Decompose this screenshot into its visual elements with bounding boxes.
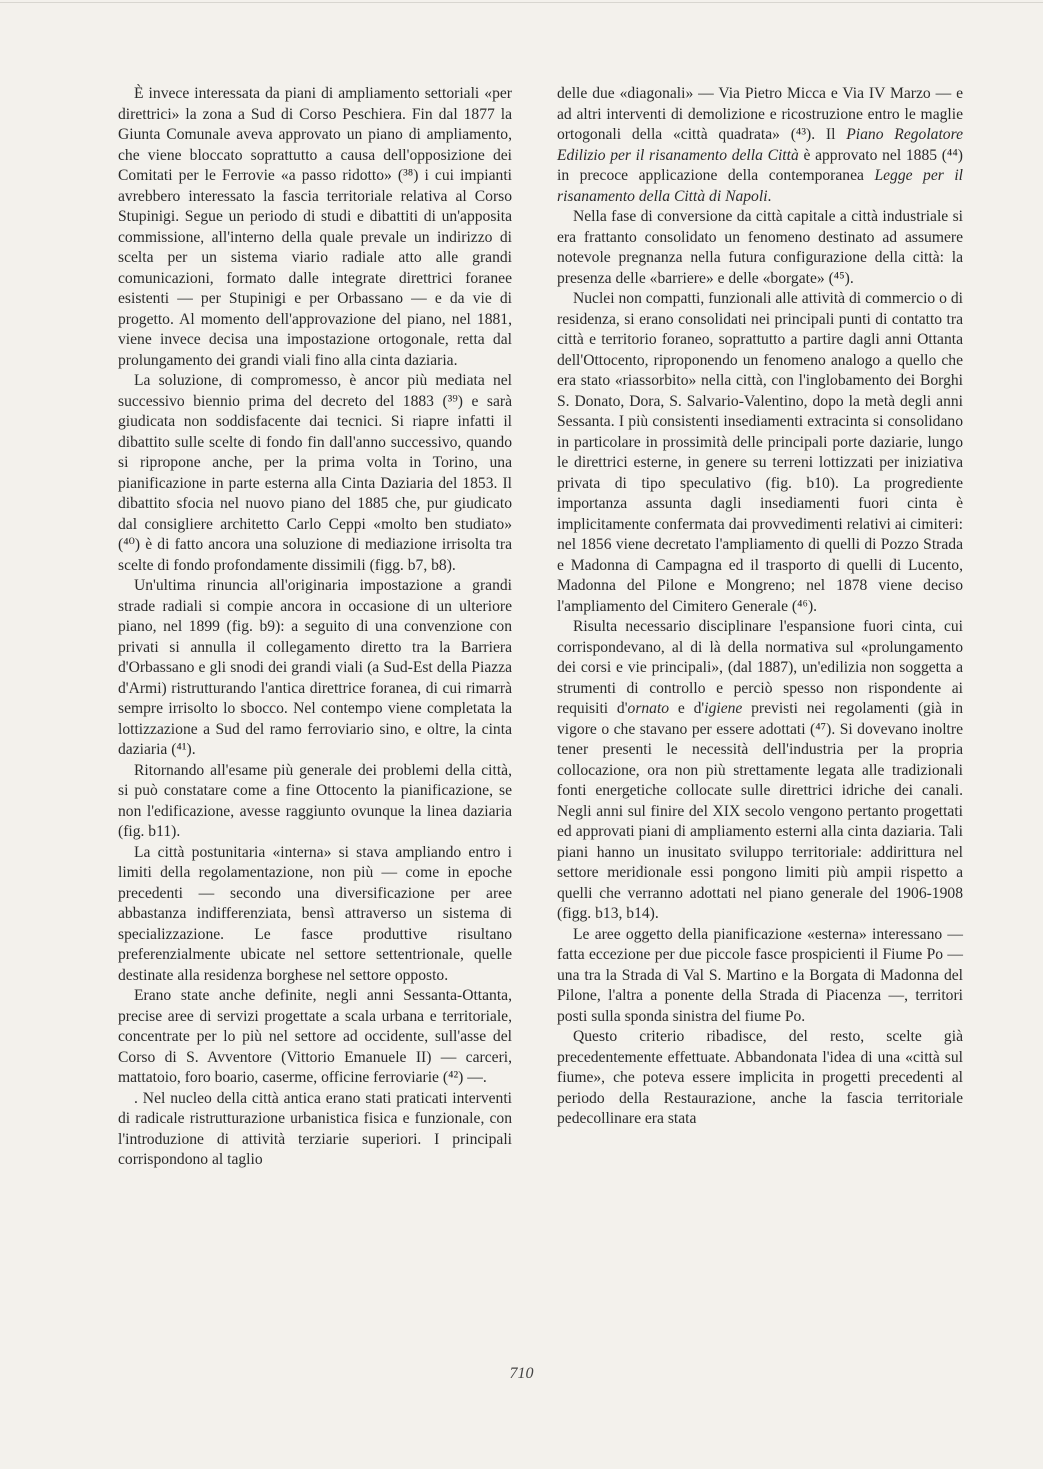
paragraph: Nella fase di conversione da città capitale a città industriale si era frattanto consolidato un fenomeno destinato ad assumere notevole pregnanza nella futura configurazione della città: la presenza delle «barriere» e delle «borgate» (⁴⁵). — [557, 208, 963, 287]
text-run: delle due «diagonali» — Via Pietro Micca e Via IV Marzo — e ad altri interventi di demolizione e ricostruzione entro le maglie ortogonali della «città quadrata» (⁴³). Il — [557, 85, 963, 143]
italic-term: igiene — [704, 700, 743, 717]
right-column — [557, 84, 963, 1130]
italic-title: Legge per il risanamento della Città di Napoli — [557, 167, 963, 205]
text-run: e d' — [669, 700, 705, 717]
paragraph: Erano state anche definite, negli anni Sessanta-Ottanta, precise aree di servizi progettate a scala urbana e territoriale, concentrate per lo più nel settore ad occidente, sull'asse del Corso di S. Avventore (Vittorio Emanuele II) — carceri, mattatoio, foro boario, caserme, officine ferroviarie (⁴²) —. — [118, 987, 512, 1086]
paragraph: La città postunitaria «interna» si stava ampliando entro i limiti della regolamentazione, non più — come in epoche precedenti — secondo una diversificazione per aree abbastanza indifferenziata, bensì attraverso un sistema di specializzazione. Le fasce produttive risultano preferenzialmente ubicate nel settore settentrionale, quelle destinate alla residenza borghese nel settore opposto. — [118, 843, 512, 984]
paragraph: Le aree oggetto della pianificazione «esterna» interessano — fatta eccezione per due piccole fasce prospicienti il Fiume Po — una tra la Strada di Val S. Martino e la Borgata di Madonna del Pilone, l'altra a ponente della Strada di Piacenza —, territori posti sulla sponda sinistra del fiume Po. — [557, 925, 963, 1025]
paragraph: Questo criterio ribadisce, del resto, scelte già precedentemente effettuate. Abbandonata l'idea di una «città sul fiume», che poteva essere implicita in progetti precedenti al periodo della Restaurazione, anche la fascia territoriale pedecollinare era stata — [557, 1028, 963, 1127]
italic-title: Piano Regolatore Edilizio per il risanamento della Città — [557, 126, 964, 164]
text-run: Risulta necessario disciplinare l'espansione fuori cinta, cui corrispondevano, al di là della normativa sul «prolungamento dei corsi e vie principali», (dal 1887), un'edilizia non soggetta a strumenti di controllo e perciò spesso non rispondente ai requisiti d' — [557, 618, 963, 717]
text-run: previsti nei regolamenti (già in vigore o che stavano per essere adottati (⁴⁷). Si dovevano inoltre tener presenti le necessità dell'industria per la propria collocazione, ora non più strettamente legata alle tradizionali fonti energetiche collocate sulle direttrici idriche dei canali. Negli anni sul finire del XIX secolo vengono pertanto progettati ed approvati piani di ampliamento esterni alla cinta daziaria. Tali piani hanno un inusitato sviluppo territoriale: addirittura nel settore meridionale essi pongono limiti più ampii rispetto a quelli che verranno adottati nel piano generale del 1906-1908 (figg. b13, b14). — [557, 700, 963, 922]
paragraph — [557, 84, 963, 207]
italic-term: ornato — [627, 700, 670, 717]
paragraph: La soluzione, di compromesso, è ancor più mediata nel successivo biennio prima del decreto del 1883 (³⁹) e sarà giudicata non soddisfacente dai tecnici. Si riapre infatti il dibattito sulle scelte di fondo fin dall'anno successivo, quando si ripropone anche, per la prima volta in Torino, una pianificazione in parte esterna alla Cinta Daziaria del 1853. Il dibattito sfocia nel nuovo piano del 1885 che, pur giudicato dal consigliere architetto Carlo Ceppi «molto ben studiato» (⁴⁰) è di fatto ancora una soluzione di mediazione irrisolta tra scelte di fondo profondamente dissimili (figg. b7, b8). — [118, 372, 512, 574]
paragraph: Nuclei non compatti, funzionali alle attività di commercio o di residenza, si erano consolidati nei principali punti di contatto tra città e territorio foraneo, soprattutto a partire dagli anni Ottanta dell'Ottocento, riproponendo un fenomeno analogo a quello che era stato «riassorbito» nella città, con l'inglobamento dei Borghi S. Donato, Dora, S. Salvario-Valentino, dopo la metà degli anni Sessanta. I più consistenti insediamenti extracinta si consolidano in particolare in prossimità delle principali porte daziarie, lungo le direttrici esterne, in genere su terreni lottizzati per iniziativa privata di tipo speculativo (fig. b10). La progrediente importanza assunta dagli insediamenti fuori cinta è implicitamente confermata dai provvedimenti relativi ai cimiteri: nel 1856 viene decretato l'ampliamento di quelli di Pozzo Strada e Madonna di Campagna ed il trasporto di quelli di Lucento, Madonna del Pilone e Mongreno; nel 1878 viene deciso l'ampliamento del Cimitero Generale (⁴⁶). — [557, 290, 963, 615]
left-column — [118, 84, 512, 1171]
paragraph — [557, 617, 963, 925]
page-number: 710 — [509, 1365, 534, 1382]
text-run: è approvato nel 1885 (⁴⁴) in precoce applicazione della contemporanea — [557, 146, 963, 184]
text-run: . — [767, 187, 772, 205]
top-rule — [0, 2, 1043, 3]
paragraph: Un'ultima rinuncia all'originaria impostazione a grandi strade radiali si compie ancora in occasione di un ulteriore piano, nel 1899 (fig. b9): a seguito di una convenzione con privati si annulla il collegamento diretto tra la Barriera d'Orbassano e gli snodi dei grandi viali (a Sud-Est della Piazza d'Armi) ristrutturando l'antica direttrice foranea, di cui rimarrà sempre irrisolto lo sbocco. Nel contempo viene completata la lottizzazione a Sud del ramo ferroviario sino, e oltre, la cinta daziaria (⁴¹). — [118, 577, 512, 758]
paragraph: È invece interessata da piani di ampliamento settoriali «per direttrici» la zona a Sud di Corso Peschiera. Fin dal 1877 la Giunta Comunale aveva approvato un piano di ampliamento, che viene bloccato soprattutto a causa dell'opposizione dei Comitati per le Ferrovie «a passo ridotto» (³⁸) i cui impianti avrebbero interessato la fascia territoriale relativa al Corso Stupinigi. Segue un periodo di studi e dibattiti di un'apposita commissione, all'interno della quale prevale un indirizzo di scelta per un sistema viario radiale atto alle grandi comunicazioni, formato dalle integrate direttrici foranee esistenti — per Stupinigi e per Orbassano — e da vie di progetto. Al momento dell'approvazione del piano, nel 1881, viene invece decisa una impostazione ortogonale, retta dal prolungamento dei grandi viali fino alla cinta daziaria. — [118, 85, 512, 369]
paragraph: . Nel nucleo della città antica erano stati praticati interventi di radicale ristrutturazione urbanistica fisica e funzionale, con l'introduzione di attività terziarie superiori. I principali corrispondono al taglio — [118, 1089, 512, 1168]
paragraph: Ritornando all'esame più generale dei problemi della città, si può constatare come a fine Ottocento la pianificazione, se non l'edificazione, avesse raggiunto ovunque la linea daziaria (fig. b11). — [118, 761, 512, 840]
